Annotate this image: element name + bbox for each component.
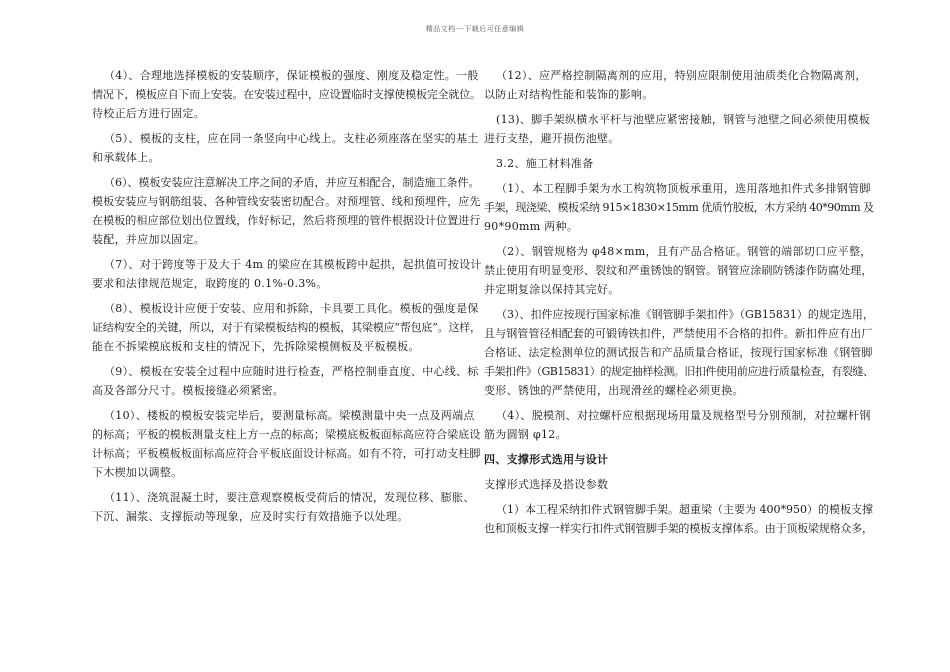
- left-column-paragraph: [92, 66, 482, 123]
- left-column-paragraph: [92, 129, 482, 167]
- text-line: （6）、模板安装应注意解决工序之间的矛盾，并应互相配合，制造施工条件。: [104, 176, 480, 189]
- text-line: 变形、锈蚀的严禁使用，出现滑丝的螺栓必须更换。: [484, 384, 744, 397]
- text-line: (13)、脚手架纵横水平杆与池壁应紧密接触，钢管与池壁之间必须使用模板: [496, 113, 871, 126]
- text-line: （10）、楼板的模板安装完毕后，要测量标高。梁模测量中央一点及两端点: [104, 409, 475, 422]
- text-line: （4）、合理地选择模板的安装顺序，保证模板的强度、刚度及稳定性。一般: [104, 69, 479, 82]
- right-column-paragraph: [484, 450, 874, 469]
- right-column-paragraph: [484, 500, 874, 538]
- left-column-paragraph: [92, 488, 482, 526]
- text-line: （5）、模板的支柱，应在同一条竖向中心线上。支柱必须座落在坚实的基土: [104, 132, 479, 145]
- text-line: 情况下，模板应自下而上安装。在安装过程中，应设置临时支撑使模板完全就位。: [92, 88, 481, 101]
- right-column-paragraph: [484, 66, 874, 104]
- right-column-paragraph: [484, 110, 874, 148]
- right-column-paragraph: [484, 305, 874, 400]
- left-column-paragraph: [92, 299, 482, 356]
- text-line: 以防止对结构性能和装饰的影响。: [484, 88, 654, 101]
- right-column-paragraph: [484, 242, 874, 299]
- text-line: （3）、扣件应按现行国家标准《钢管脚手架扣件》（GB15831）的规定选用，: [496, 308, 874, 321]
- right-column-paragraph: [484, 475, 874, 494]
- text-line: 装配，并应加以固定。: [92, 233, 205, 246]
- text-line: （4）、脱模剂、对拉螺杆应根据现场用量及规格型号分别预制，对拉螺杆钢: [496, 409, 871, 422]
- left-column-paragraph: [92, 362, 482, 400]
- right-column-paragraph: [484, 179, 874, 236]
- text-line: 进行支垫，避开损伤池壁。: [484, 132, 620, 145]
- text-line: （11）、浇筑混凝土时，要注意观察模板受荷后的情况，发现位移、膨胀、: [104, 491, 475, 504]
- text-line: 筋为圆钢 φ12。: [484, 428, 567, 441]
- text-line: （9）、模板在安装全过程中应随时进行检查，严格控制垂直度、中心线、标: [104, 365, 479, 378]
- left-column-paragraph: [92, 406, 482, 482]
- right-column: [484, 66, 874, 544]
- text-line: 高及各部分尺寸。模板接缝必须紧密。: [92, 384, 285, 397]
- text-line: 下沉、漏浆、支撑振动等现象，应及时实行有效措施予以处理。: [92, 510, 409, 523]
- text-line: （12）、应严格控制隔离剂的应用，特别应限制使用油质类化合物隔离剂，: [496, 69, 867, 82]
- right-column-paragraph: [484, 406, 874, 444]
- text-line: 四、支撑形式选用与设计: [484, 453, 609, 466]
- text-line: （2）、钢管规格为 φ48×mm，且有产品合格证。钢管的端部切口应平整，: [496, 245, 872, 258]
- text-line: 手架扣件》（GB15831）的规定抽样检测。旧扣件使用前应进行质量检查，有裂缝、: [484, 365, 874, 378]
- page-header: 精品文档---下载后可任意编辑: [425, 25, 525, 33]
- text-line: 下木楔加以调整。: [92, 466, 183, 479]
- text-line: 3.2、施工材料准备: [496, 157, 594, 170]
- text-line: 证结构安全的关键，所以，对于有梁模板结构的模板，其梁模应“帮包底”。这样，: [92, 321, 481, 334]
- text-line: 要求和法律规范规定，取跨度的 0.1%-0.3%。: [92, 277, 328, 290]
- text-line: 禁止使用有明显变形、裂纹和严重锈蚀的钢管。钢管应涂刷防锈漆作防腐处理，: [484, 264, 873, 277]
- text-line: 90*90mm 两种。: [484, 220, 579, 233]
- text-line: （1）本工程采纳扣件式钢管脚手架。超重梁（主要为 400*950）的模板支撑: [496, 503, 873, 516]
- text-line: 并定期复涂以保持其完好。: [484, 283, 620, 296]
- right-column-paragraph: [484, 154, 874, 173]
- left-column-paragraph: [92, 173, 482, 249]
- left-column-paragraph: [92, 255, 482, 293]
- left-column: [92, 66, 482, 532]
- text-line: 模板安装应与钢筋组装、各种管线安装密切配合。对预埋管、线和预埋件，应先: [92, 195, 481, 208]
- text-line: 能在不拆梁模底板和支柱的情况下，先拆除梁模侧板及平板模板。: [92, 340, 420, 353]
- text-line: （8）、模板设计应便于安装、应用和拆除，卡具要工具化。模板的强度是保: [104, 302, 479, 315]
- text-line: 且与钢管管径相配套的可锻铸铁扣件，严禁使用不合格的扣件。新扣件应有出厂: [484, 327, 873, 340]
- text-line: （1）、本工程脚手架为水工构筑物顶板承重用，选用落地扣件式多排钢管脚: [496, 182, 871, 195]
- text-line: 的标高；平板的模板测量支柱上方一点的标高；梁模底板板面标高应符合梁底设: [92, 428, 481, 441]
- text-line: 支撑形式选择及搭设参数: [484, 478, 609, 491]
- text-line: 待校正后方进行固定。: [92, 107, 205, 120]
- text-line: 合格证、法定检测单位的测试报告和产品质量合格证，按现行国家标准《钢管脚: [484, 346, 873, 359]
- text-line: 和承载体上。: [92, 151, 160, 164]
- text-line: 手架，现浇梁、模板采纳 915×1830×15mm 优质竹胶板，木方采纳 40*90mm 及: [484, 201, 874, 214]
- text-line: （7）、对于跨度等于及大于 4m 的梁应在其模板跨中起拱，起拱值可按设计: [104, 258, 482, 271]
- text-line: 计标高；平板模板板面标高应符合平板底面设计标高。如有不符，可打动支柱脚: [92, 447, 481, 460]
- text-line: 也和顶板支撑一样实行扣件式钢管脚手架的模板支撑体系。由于顶板梁规格众多，: [484, 522, 873, 535]
- text-line: 在模板的相应部位划出位置线，作好标记，然后将预埋的管件根据设计位置进行: [92, 214, 481, 227]
